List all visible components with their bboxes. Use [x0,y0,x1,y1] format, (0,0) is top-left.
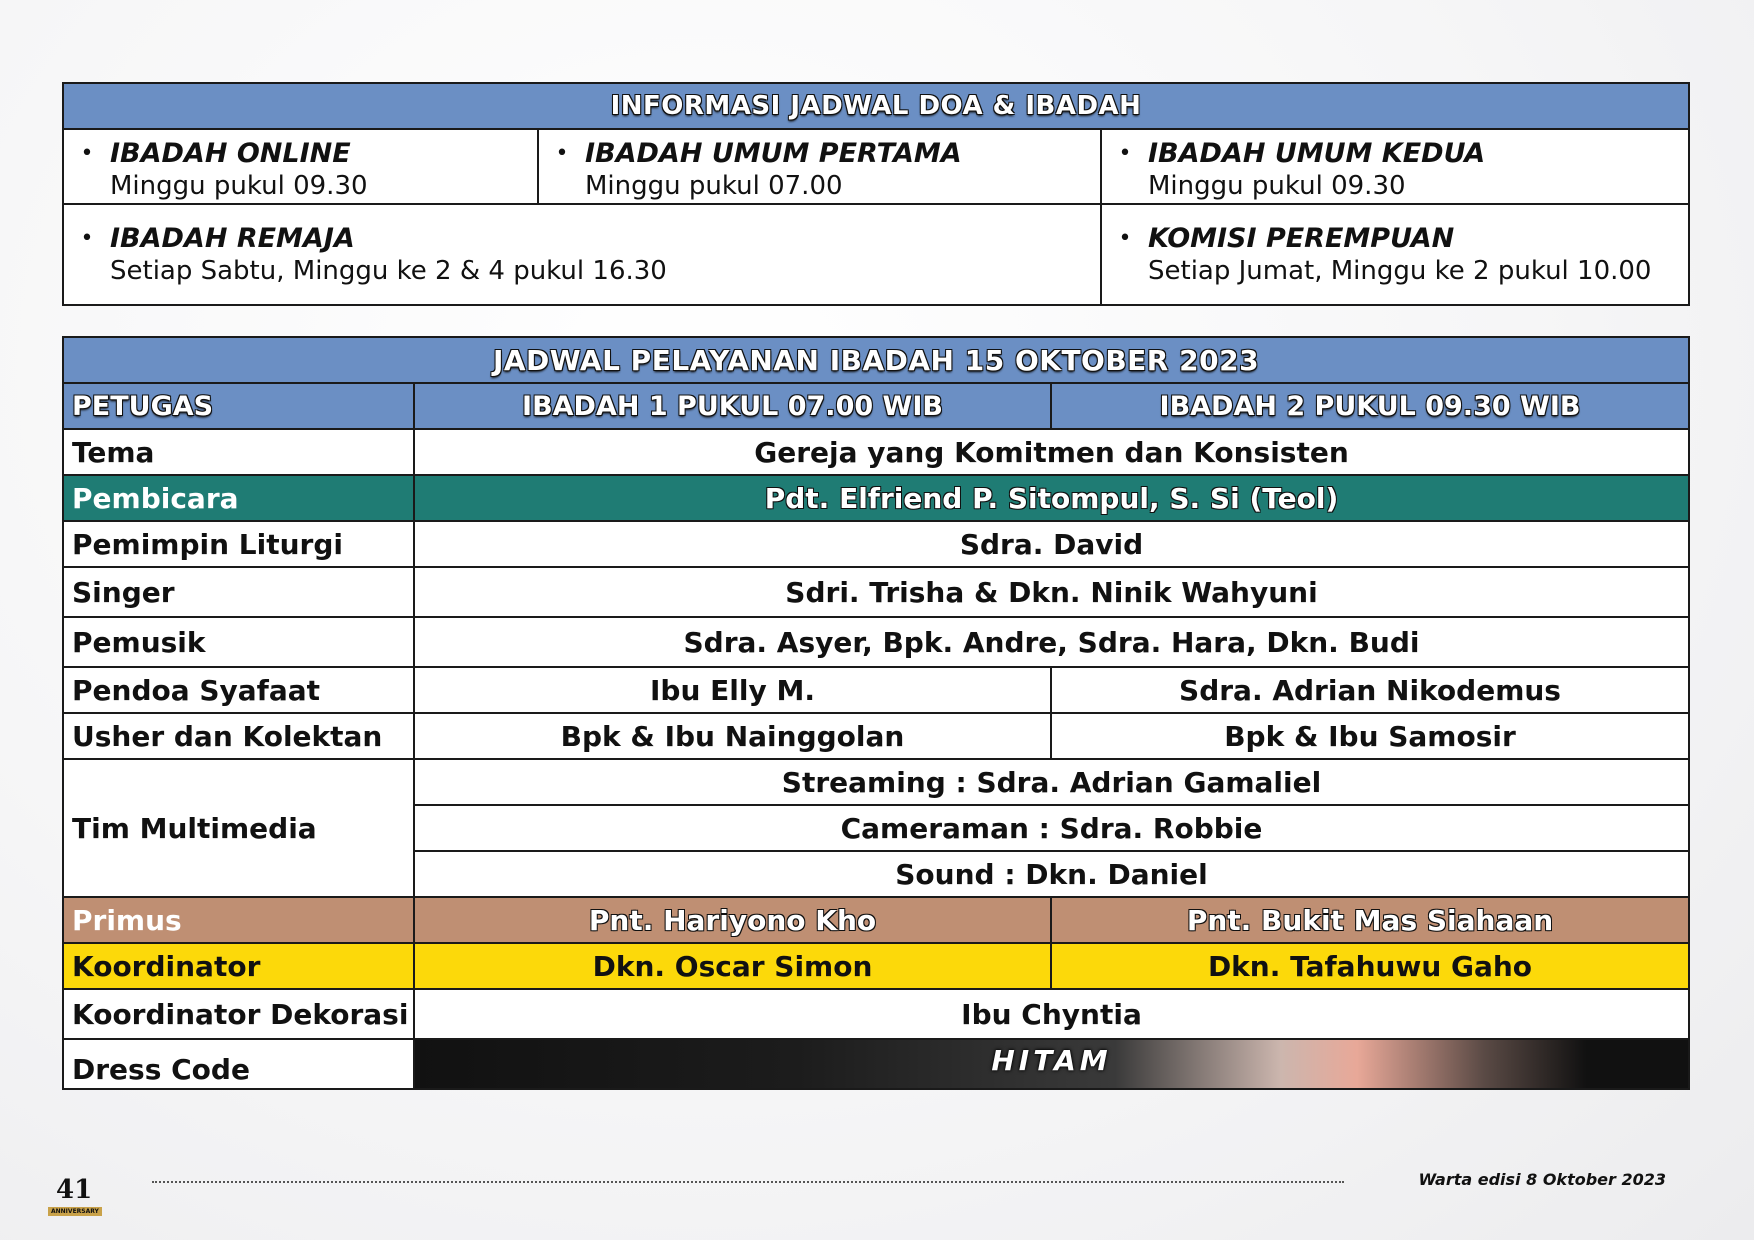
row-label: Tim Multimedia [63,759,414,897]
item-time: Setiap Sabtu, Minggu ke 2 & 4 pukul 16.30 [110,255,667,286]
bullet-icon: • [1118,225,1132,251]
item-title: IBADAH REMAJA [110,222,355,254]
row-dress-code [63,1039,1689,1089]
row-value-ibadah-1: Pnt. Hariyono Kho [414,897,1051,943]
header-ibadah-1: IBADAH 1 PUKUL 07.00 WIB [414,383,1051,429]
multimedia-streaming: Streaming : Sdra. Adrian Gamaliel [414,759,1689,805]
footer-edition: Warta edisi 8 Oktober 2023 [1418,1170,1666,1189]
item-time: Minggu pukul 07.00 [585,171,843,201]
row-value-ibadah-1: Bpk & Ibu Nainggolan [414,713,1051,759]
info-title: INFORMASI JADWAL DOA & IBADAH [63,83,1689,129]
row-label: Primus [63,897,414,943]
row-multimedia [63,759,1689,805]
row-value-ibadah-2: Sdra. Adrian Nikodemus [1051,667,1689,713]
multimedia-cameraman: Cameraman : Sdra. Robbie [414,805,1689,851]
item-title: IBADAH ONLINE [110,138,351,169]
row-koordinator-dekorasi [63,989,1689,1039]
row-koordinator [63,943,1689,989]
info-item-online [63,129,538,204]
row-tema [63,429,1689,475]
row-pemusik [63,617,1689,667]
schedule-title: JADWAL PELAYANAN IBADAH 15 OKTOBER 2023 [63,337,1689,383]
item-time: Minggu pukul 09.30 [1148,171,1406,201]
row-label: Usher dan Kolektan [63,713,414,759]
row-pendoa-syafaat [63,667,1689,713]
row-value-ibadah-2: Dkn. Tafahuwu Gaho [1051,943,1689,989]
item-title: IBADAH UMUM KEDUA [1148,138,1486,169]
multimedia-sound: Sound : Dkn. Daniel [414,851,1689,897]
logo-sub: ANNIVERSARY [48,1207,102,1216]
row-usher [63,713,1689,759]
row-label: Singer [63,567,414,617]
item-title: IBADAH UMUM PERTAMA [585,138,962,169]
row-label: Dress Code [63,1039,414,1089]
row-value: Sdra. Asyer, Bpk. Andre, Sdra. Hara, Dkn. Budi [414,617,1689,667]
row-value: Ibu Chyntia [414,989,1689,1039]
row-value: Gereja yang Komitmen dan Konsisten [414,429,1689,475]
row-label: Tema [63,429,414,475]
info-item-remaja [63,204,1101,305]
row-value: Sdri. Trisha & Dkn. Ninik Wahyuni [414,567,1689,617]
row-value-ibadah-2: Pnt. Bukit Mas Siahaan [1051,897,1689,943]
row-pemimpin-liturgi [63,521,1689,567]
row-value-ibadah-1: Ibu Elly M. [414,667,1051,713]
item-time: Setiap Jumat, Minggu ke 2 pukul 10.00 [1148,255,1652,286]
row-label: Koordinator Dekorasi [63,989,414,1039]
anniversary-logo [38,1175,108,1223]
info-item-umum-kedua [1101,129,1689,204]
bullet-icon: • [555,141,569,166]
footer-divider [152,1181,1344,1183]
row-value-ibadah-1: Dkn. Oscar Simon [414,943,1051,989]
row-label: Pendoa Syafaat [63,667,414,713]
row-label: Pembicara [63,475,414,521]
row-value-ibadah-2: Bpk & Ibu Samosir [1051,713,1689,759]
schedule-table [62,336,1690,1090]
info-item-umum-pertama [538,129,1101,204]
bullet-icon: • [80,225,94,251]
row-primus [63,897,1689,943]
item-time: Minggu pukul 09.30 [110,171,368,201]
row-value: Sdra. David [414,521,1689,567]
row-label: Koordinator [63,943,414,989]
info-table [62,82,1690,306]
header-ibadah-2: IBADAH 2 PUKUL 09.30 WIB [1051,383,1689,429]
row-label: Pemimpin Liturgi [63,521,414,567]
item-title: KOMISI PEREMPUAN [1148,222,1455,254]
row-pembicara [63,475,1689,521]
row-singer [63,567,1689,617]
dress-code-value: HITAM [414,1039,1689,1089]
header-petugas: PETUGAS [63,383,414,429]
row-label: Pemusik [63,617,414,667]
row-value: Pdt. Elfriend P. Sitompul, S. Si (Teol) [414,475,1689,521]
bullet-icon: • [80,141,94,166]
bullet-icon: • [1118,141,1132,166]
info-item-komisi-perempuan [1101,204,1689,305]
logo-number: 41 [56,1175,93,1205]
